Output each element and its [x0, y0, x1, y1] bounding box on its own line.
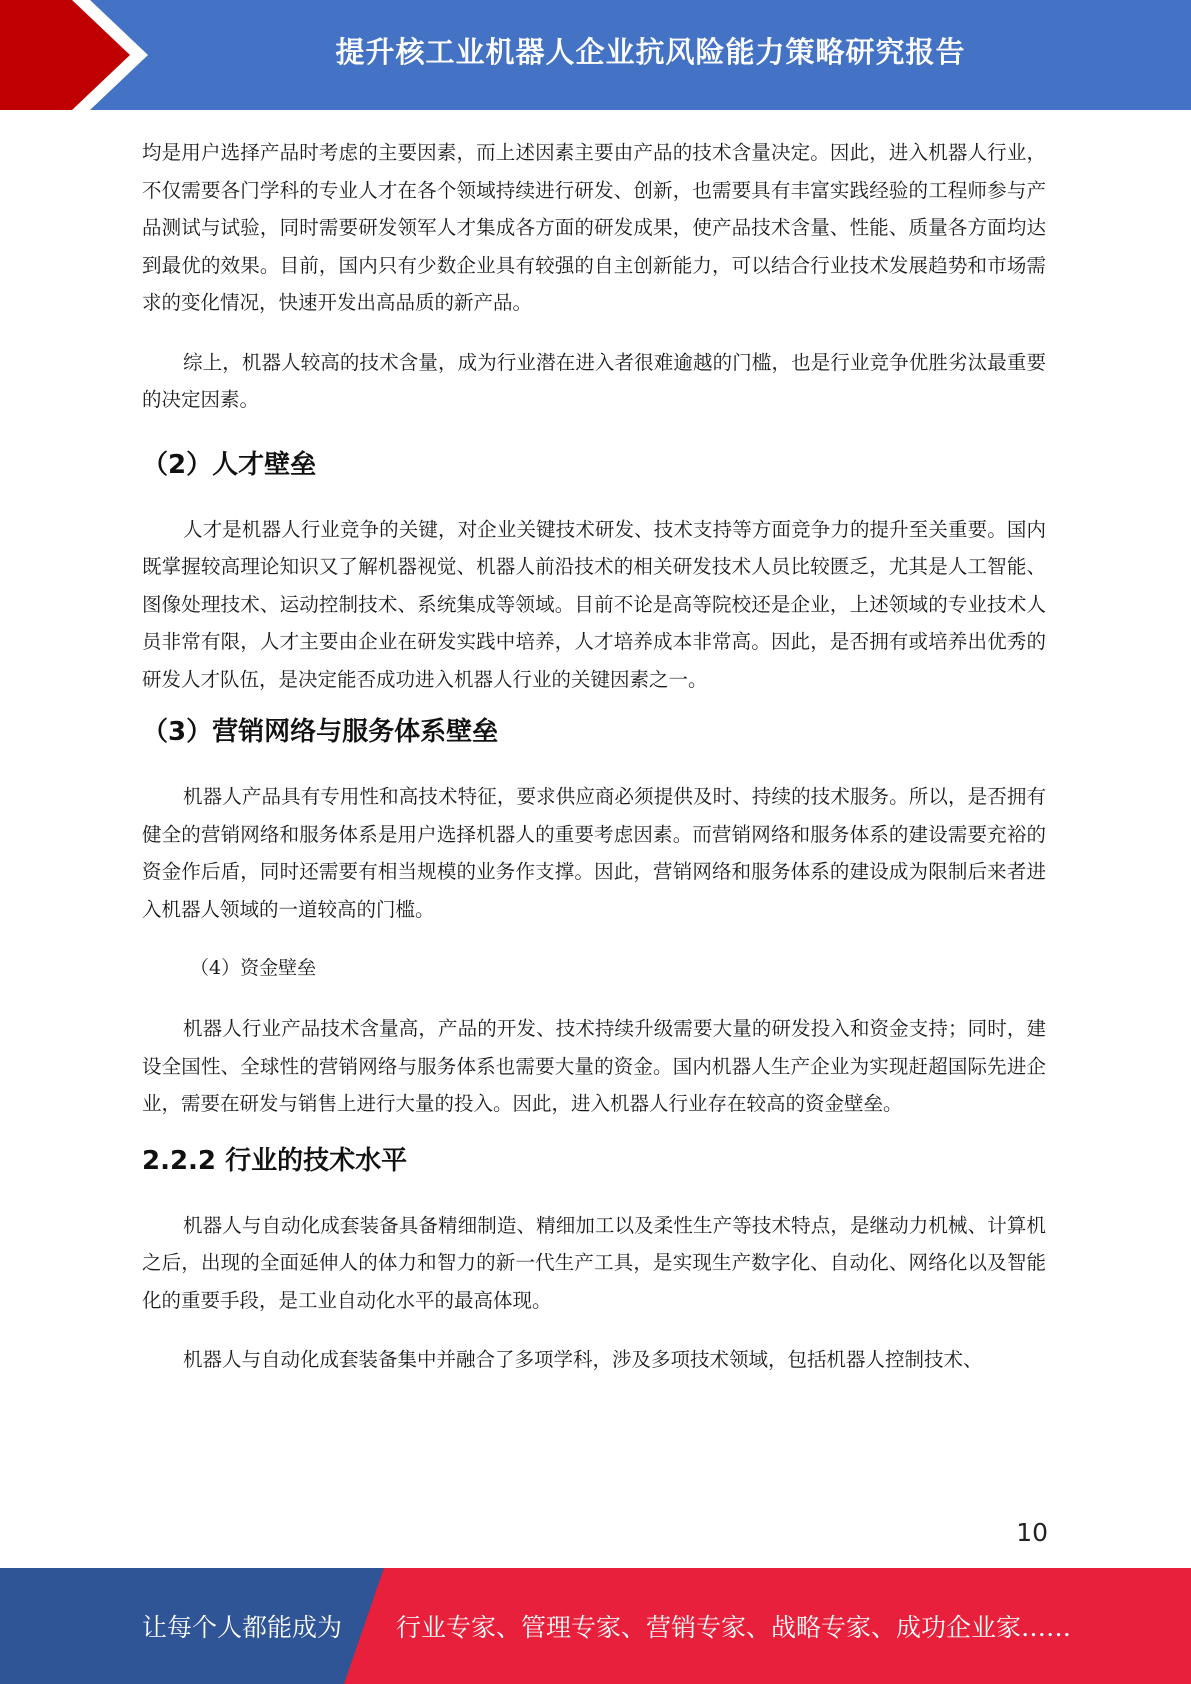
paragraph: 机器人与自动化成套装备具备精细制造、精细加工以及柔性生产等技术特点，是继动力机械、计算机之后，出现的全面延伸人的体力和智力的新一代生产工具，是实现生产数字化、自动化、网络化以及智能化的重要手段，是工业自动化水平的最高体现。 — [142, 1213, 1046, 1312]
page-footer — [0, 1568, 1191, 1684]
section-heading-capital: （4）资金壁垒 — [190, 957, 317, 979]
paragraph: 机器人行业产品技术含量高，产品的开发、技术持续升级需要大量的研发投入和资金支持；同时，建设全国性、全球性的营销网络与服务体系也需要大量的资金。国内机器人生产企业为实现赶超国际先进企业，需要在研发与销售上进行大量的投入。因此，进入机器人行业存在较高的资金壁垒。 — [142, 1017, 1046, 1115]
section-heading-marketing: （3）营销网络与服务体系壁垒 — [142, 717, 499, 747]
section-heading-talent: （2）人才壁垒 — [142, 449, 317, 480]
paragraph: 机器人与自动化成套装备集中并融合了多项学科，涉及多项技术领域，包括机器人控制技术、 — [183, 1348, 983, 1371]
paragraph: 机器人产品具有专用性和高技术特征，要求供应商必须提供及时、持续的技术服务。所以，是否拥有健全的营销网络和服务体系是用户选择机器人的重要考虑因素。而营销网络和服务体系的建设需要充裕的资金作后盾，同时还需要有相当规模的业务作支撑。因此，营销网络和服务体系的建设成为限制后来者进入机器人领域的一道较高的门槛。 — [142, 785, 1046, 921]
section-heading-tech-level: 2.2.2 行业的技术水平 — [142, 1145, 408, 1176]
footer-slogan-left: 让每个人都能成为 — [142, 1613, 343, 1642]
header-title: 提升核工业机器人企业抗风险能力策略研究报告 — [335, 34, 966, 69]
page-number: 10 — [1016, 1518, 1048, 1547]
document-body — [142, 134, 1046, 1379]
paragraph: 均是用户选择产品时考虑的主要因素，而上述因素主要由产品的技术含量决定。因此，进入机器人行业，不仅需要各门学科的专业人才在各个领域持续进行研发、创新，也需要具有丰富实践经验的工程师参与产品测试与试验，同时需要研发领军人才集成各方面的研发成果，使产品技术含量、性能、质量各方面均达到最优的效果。目前，国内只有少数企业具有较强的自主创新能力，可以结合行业技术发展趋势和市场需求的变化情况，快速开发出高品质的新产品。 — [142, 141, 1046, 314]
footer-slogan-right: 行业专家、管理专家、营销专家、战略专家、成功企业家…… — [396, 1613, 1072, 1642]
paragraph: 人才是机器人行业竞争的关键，对企业关键技术研发、技术支持等方面竞争力的提升至关重要。国内既掌握较高理论知识又了解机器视觉、机器人前沿技术的相关研发技术人员比较匮乏，尤其是人工智能、图像处理技术、运动控制技术、系统集成等领域。目前不论是高等院校还是企业，上述领域的专业技术人员非常有限，人才主要由企业在研发实践中培养，人才培养成本非常高。因此，是否拥有或培养出优秀的研发人才队伍，是决定能否成功进入机器人行业的关键因素之一。 — [142, 517, 1046, 691]
page-header — [0, 0, 1191, 110]
paragraph: 综上，机器人较高的技术含量，成为行业潜在进入者很难逾越的门槛，也是行业竞争优胜劣汰最重要的决定因素。 — [142, 350, 1046, 411]
